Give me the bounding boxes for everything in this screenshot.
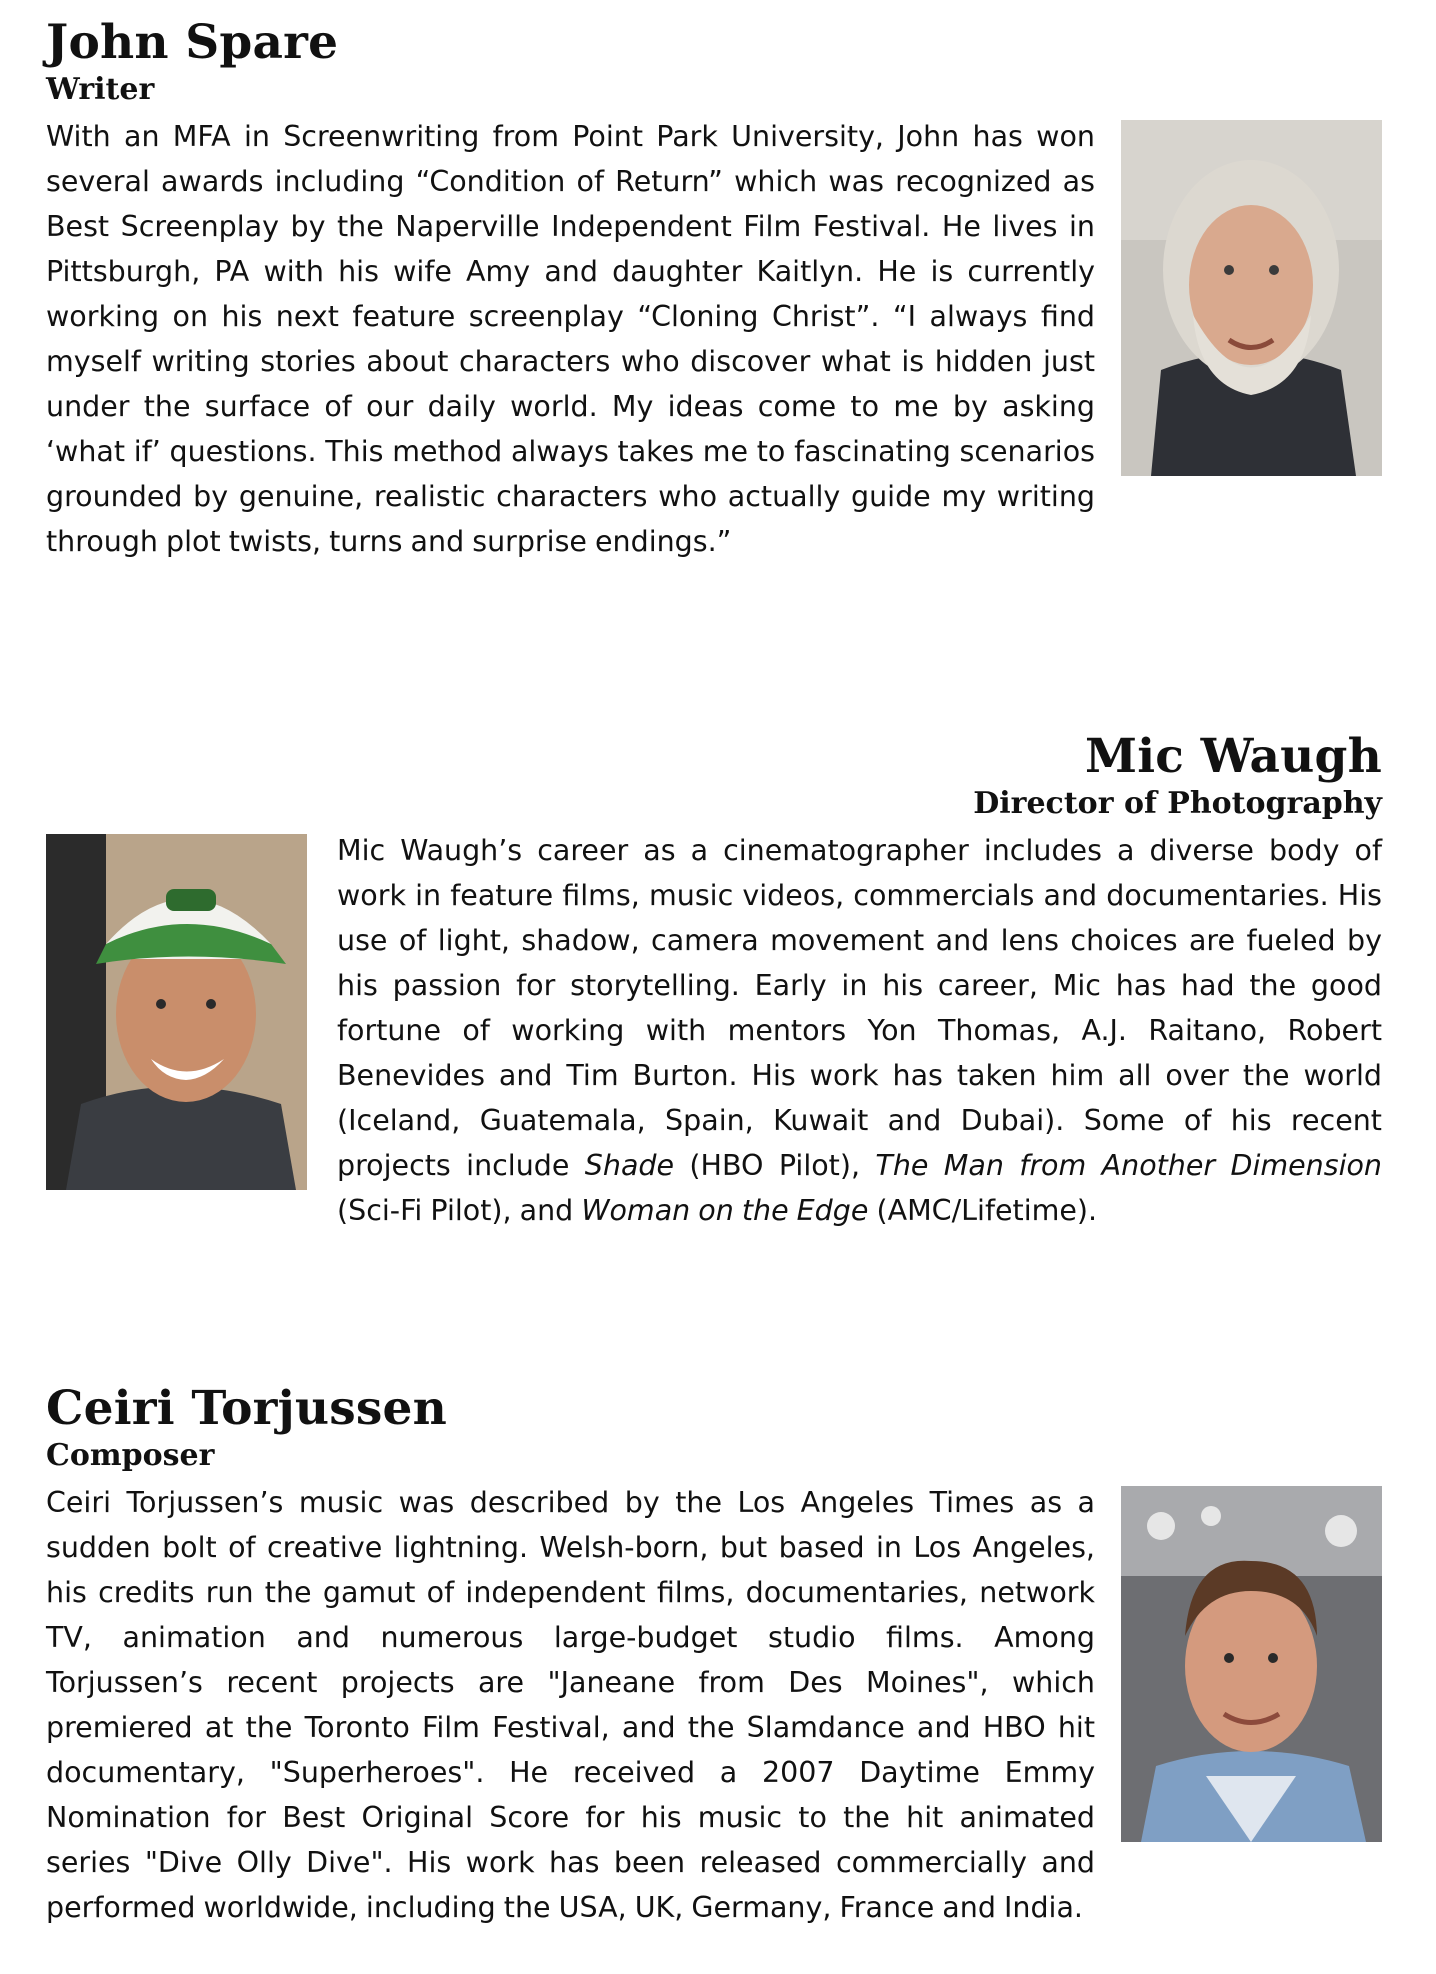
- project-title: The Man from Another Dimension: [875, 1149, 1382, 1182]
- project-title: Woman on the Edge: [581, 1194, 869, 1227]
- person-name: John Spare: [46, 15, 339, 70]
- person-bio: With an MFA in Screenwriting from Point Park University, John has won several awards including “Condition of Return” which was recognized as Best Screenplay by the Naperville Independent Film Festival. He lives in Pittsburgh, PA with his wife Amy and daughter Kaitlyn. He is currently working on his next feature screenplay “Cloning Christ”. “I always find myself writing stories about characters who discover what is hidden just under the surface of our daily world. My ideas come to me by asking ‘what if’ questions. This method always takes me to fascinating scenarios grounded by genuine, realistic characters who actually guide my writing through plot twists, turns and surprise endings.”: [46, 120, 1095, 558]
- portrait-photo-ceiri-torjussen: [1121, 1486, 1382, 1842]
- portrait-photo-john-spare: [1121, 120, 1382, 476]
- person-bio: Ceiri Torjussen’s music was described by the Los Angeles Times as a sudden bolt of creative lightning. Welsh-born, but based in Los Angeles, his credits run the gamut of independent films, documentaries, network TV, animation and numerous large-budget studio films. Among Torjussen’s recent projects are "Janeane from Des Moines", which premiered at the Toronto Film Festival, and the Slamdance and HBO hit documentary, "Superheroes". He received a 2007 Daytime Emmy Nomination for Best Original Score for his music to the hit animated series "Dive Olly Dive". His work has been released commercially and performed worldwide, including the USA, UK, Germany, France and India.: [46, 1486, 1095, 1924]
- bio-section-john-spare: [46, 14, 1382, 564]
- bio-text: (HBO Pilot),: [674, 1149, 876, 1182]
- person-name: Mic Waugh: [1084, 729, 1382, 784]
- person-name: Ceiri Torjussen: [46, 1381, 448, 1436]
- bio-text: (Sci-Fi Pilot), and: [337, 1194, 582, 1227]
- project-title: Shade: [584, 1149, 675, 1182]
- bio-section-mic-waugh: [46, 728, 1382, 1233]
- portrait-photo-mic-waugh: [46, 834, 307, 1190]
- bio-text: (AMC/Lifetime).: [868, 1194, 1098, 1227]
- bio-section-ceiri-torjussen: [46, 1380, 1382, 1930]
- person-role: Writer: [46, 72, 155, 107]
- person-role: Composer: [46, 1438, 215, 1473]
- bio-text: Mic Waugh’s career as a cinematographer includes a diverse body of work in feature films, music videos, commercials and documentaries. His use of light, shadow, camera movement and lens choices are fueled by his passion for storytelling. Early in his career, Mic has had the good fortune of working with mentors Yon Thomas, A.J. Raitano, Robert Benevides and Tim Burton. His work has taken him all over the world (Iceland, Guatemala, Spain, Kuwait and Dubai). Some of his recent projects include: [337, 834, 1382, 1182]
- person-role: Director of Photography: [973, 786, 1382, 821]
